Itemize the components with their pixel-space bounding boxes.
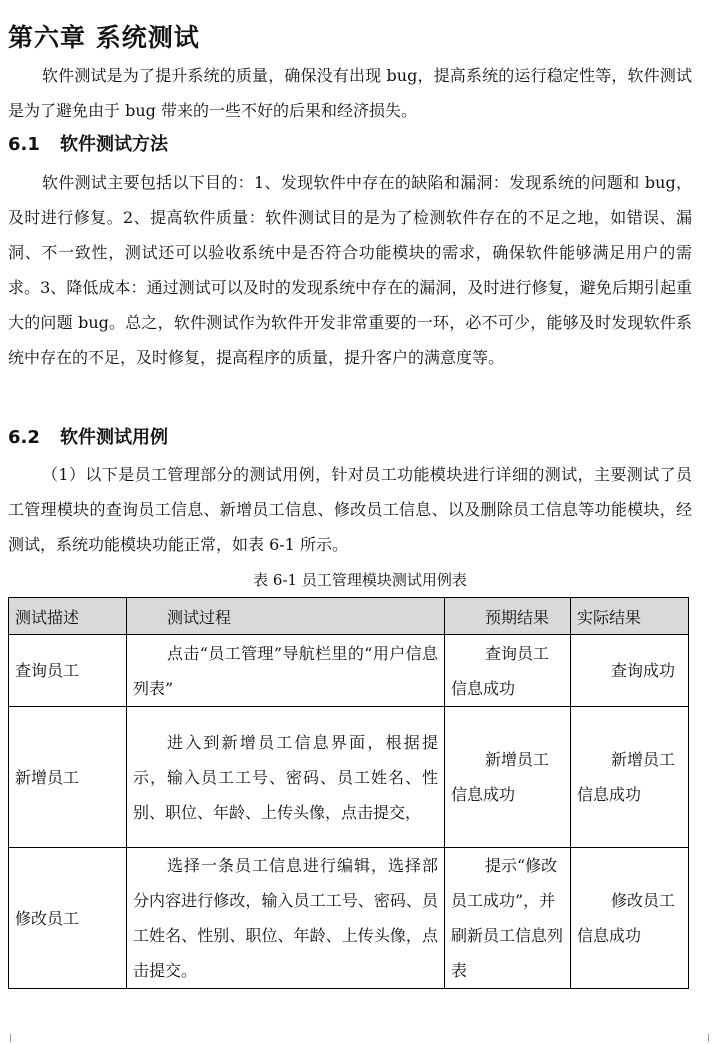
test-case-table [8,597,689,989]
cell-expected: 查询员工信息成功 [445,635,571,707]
section-number: 6.1 [8,134,40,155]
cell-actual: 查询成功 [571,635,689,707]
chapter-title: 第六章 系统测试 [8,23,200,52]
cell-expected: 提示“修改员工成功”，并刷新员工信息列表 [445,848,571,989]
section-6-1-paragraph: 软件测试主要包括以下目的：1、发现软件中存在的缺陷和漏洞：发现系统的问题和 bug，及时进行修复。2、提高软件质量：软件测试目的是为了检测软件存在的不足之地，如错误、漏洞、不一致性，测试还可以验收系统中是否符合功能模块的需求，确保软件能够满足用户的需求。3、降低成本：通过测试可以及时的发现系统中存在的漏洞，及时进行修复，避免后期引起重大的问题 bug。总之，软件测试作为软件开发非常重要的一环，必不可少，能够及时发现软件系统中存在的不足，及时修复，提高程序的质量，提升客户的满意度等。 [8,173,692,367]
section-6-2-paragraph: （1）以下是员工管理部分的测试用例，针对员工功能模块进行详细的测试，主要测试了员工管理模块的查询员工信息、新增员工信息、修改员工信息、以及删除员工信息等功能模块，经测试，系统功能模块功能正常，如表 6-1 所示。 [8,465,692,554]
cell-actual: 修改员工信息成功 [571,848,689,989]
cell-process: 进入到新增员工信息界面，根据提示，输入员工工号、密码、员工姓名、性别、职位、年龄、上传头像，点击提交， [127,707,445,848]
cell-actual: 新增员工信息成功 [571,707,689,848]
section-heading-6-1 [8,130,168,156]
intro-paragraph: 软件测试是为了提升系统的质量，确保没有出现 bug，提高系统的运行稳定性等，软件测试是为了避免由于 bug 带来的一些不好的后果和经济损失。 [8,66,692,120]
cell-description: 新增员工 [9,707,127,848]
cell-process: 点击“员工管理”导航栏里的“用户信息列表” [127,635,445,707]
section-number: 6.2 [8,427,40,448]
header-actual-result: 实际结果 [571,598,689,635]
cell-expected: 新增员工信息成功 [445,707,571,848]
cell-process: 选择一条员工信息进行编辑，选择部分内容进行修改，输入员工工号、密码、员工姓名、性别、职位、年龄、上传头像，点击提交。 [127,848,445,989]
table-row [9,635,689,707]
header-expected-result: 预期结果 [445,598,571,635]
cell-description: 查询员工 [9,635,127,707]
table-header-row [9,598,689,635]
crop-mark-bottom-right [708,1034,717,1042]
header-test-process: 测试过程 [127,598,445,635]
section-heading-6-2 [8,423,168,449]
table-caption: 表 6-1 员工管理模块测试用例表 [253,571,467,589]
table-row [9,848,689,989]
table-row [9,707,689,848]
header-test-description: 测试描述 [9,598,127,635]
section-title: 软件测试用例 [60,427,168,448]
cell-description: 修改员工 [9,848,127,989]
crop-mark-bottom-left [2,1034,11,1042]
section-title: 软件测试方法 [60,134,168,155]
